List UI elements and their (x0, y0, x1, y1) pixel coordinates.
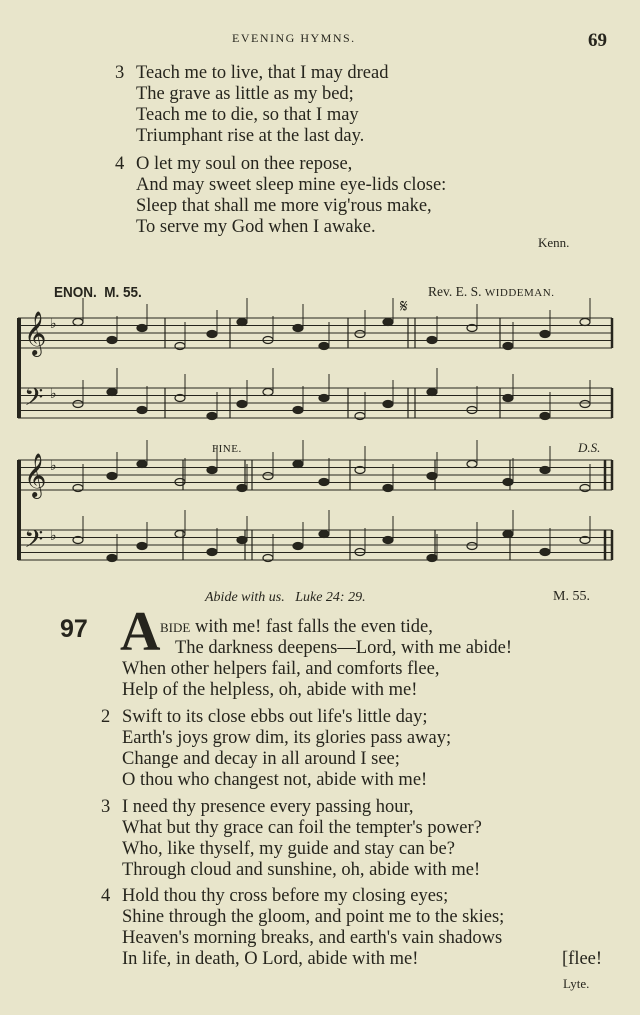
verse-line: And may sweet sleep mine eye-lids close: (136, 175, 447, 195)
note-head (540, 413, 550, 420)
verse-line: Triumphant rise at the last day. (136, 126, 365, 146)
verse-line: Change and decay in all around I see; (122, 749, 400, 769)
note-head (427, 337, 437, 344)
note-head (319, 395, 329, 402)
drop-cap: A (120, 601, 161, 663)
note-head (319, 531, 329, 538)
note-head (237, 401, 247, 408)
verse-line: Sleep that shall me more vig'rous make, (136, 196, 432, 216)
verse-line: When other helpers fail, and comforts flee, (122, 659, 440, 679)
verse-line: Teach me to live, that I may dread (136, 63, 389, 83)
note-head (207, 467, 217, 474)
verse-number: 3 (115, 63, 125, 83)
note-head (427, 473, 437, 480)
note-head (293, 543, 303, 550)
verse-number: 4 (101, 886, 111, 906)
note-head (383, 401, 393, 408)
note-head (293, 407, 303, 414)
note-head (137, 543, 147, 550)
note-head (503, 531, 513, 538)
note-head (355, 331, 365, 338)
first-word-rest: BIDE (160, 620, 191, 635)
author-attribution: Kenn. (538, 235, 570, 250)
note-head (137, 461, 147, 468)
verse-line: Swift to its close ebbs out life's little day; (122, 707, 428, 727)
verse-line: Teach me to die, so that I may (136, 105, 359, 125)
tune-title: ENON. (54, 284, 97, 301)
note-head (137, 325, 147, 332)
verse-line: The grave as little as my bed; (136, 84, 354, 104)
treble-clef-icon: 𝄞 (24, 311, 47, 355)
note-head (383, 485, 393, 492)
flat-icon: ♭ (50, 316, 57, 332)
verse-line: O let my soul on thee repose, (136, 154, 353, 174)
verse-line: Heaven's morning breaks, and earth's vain shadows (122, 928, 503, 948)
flat-icon: ♭ (50, 386, 57, 402)
verse-line: Who, like thyself, my guide and stay can be? (122, 839, 455, 859)
note-head (383, 537, 393, 544)
note-head (207, 413, 217, 420)
flat-icon: ♭ (50, 458, 57, 474)
segno-sign: 𝄋 (400, 296, 408, 316)
note-head (319, 343, 329, 350)
ds-marking: D.S. (578, 440, 601, 455)
note-head (73, 319, 83, 326)
note-head (237, 485, 247, 492)
note-head (107, 389, 117, 396)
note-head (503, 395, 513, 402)
note-head (293, 325, 303, 332)
verse-line: To serve my God when I awake. (136, 217, 376, 237)
verse-line: I need thy presence every passing hour, (122, 797, 414, 817)
bass-clef-icon: 𝄢 (24, 383, 44, 418)
note-head (319, 479, 329, 486)
hymn-caption: Abide with us. Luke 24: 29. (205, 590, 366, 605)
verse-number: 2 (101, 707, 111, 727)
note-head (73, 401, 83, 408)
verse-line: The darkness deepens—Lord, with me abide! (175, 638, 513, 658)
note-head (540, 549, 550, 556)
verse-line: In life, in death, O Lord, abide with me! (122, 949, 419, 969)
note-head (383, 319, 393, 326)
note-head (427, 389, 437, 396)
note-head (107, 337, 117, 344)
note-head (207, 549, 217, 556)
hymn-meter: M. 55. (553, 589, 590, 604)
verse-line: Hold thou thy cross before my closing eyes; (122, 886, 449, 906)
composer-prefix: Rev. E. S. (428, 284, 485, 299)
note-head (580, 319, 590, 326)
note-head (540, 331, 550, 338)
note-head (467, 543, 477, 550)
verse-line: What but thy grace can foil the tempter's power? (122, 818, 482, 838)
note-head (263, 389, 273, 396)
verse-line: Shine through the gloom, and point me to the skies; (122, 907, 505, 927)
page-number: 69 (588, 30, 607, 51)
note-head (503, 479, 513, 486)
note-head (137, 407, 147, 414)
verse-line (160, 617, 433, 638)
running-title: EVENING HYMNS. (232, 31, 356, 45)
note-head (503, 343, 513, 350)
note-head (237, 319, 247, 326)
author-attribution: Lyte. (563, 976, 590, 991)
verse-number: 4 (115, 154, 125, 174)
hymn-number: 97 (60, 615, 88, 643)
note-head (207, 331, 217, 338)
turnover-word: [flee! (562, 949, 603, 969)
note-head (293, 461, 303, 468)
note-head (427, 555, 437, 562)
bass-clef-icon: 𝄢 (24, 525, 44, 560)
note-head (237, 537, 247, 544)
treble-clef-icon: 𝄞 (24, 453, 47, 497)
note-head (107, 555, 117, 562)
verse-line-text: with me! fast falls the even tide, (190, 617, 433, 637)
fine-marking: FINE. (212, 443, 242, 455)
note-head (540, 467, 550, 474)
verse-line: Earth's joys grow dim, its glories pass away; (122, 728, 452, 748)
verse-line: O thou who changest not, abide with me! (122, 770, 428, 790)
tune-meter: M. 55. (104, 284, 142, 301)
verse-line: Help of the helpless, oh, abide with me! (122, 680, 418, 700)
flat-icon: ♭ (50, 528, 57, 544)
verse-line: Through cloud and sunshine, oh, abide with me! (122, 860, 481, 880)
note-head (580, 401, 590, 408)
verse-number: 3 (101, 797, 111, 817)
note-head (107, 473, 117, 480)
note-head (467, 461, 477, 468)
composer-name: WIDDEMAN. (484, 287, 555, 299)
note-head (263, 473, 273, 480)
